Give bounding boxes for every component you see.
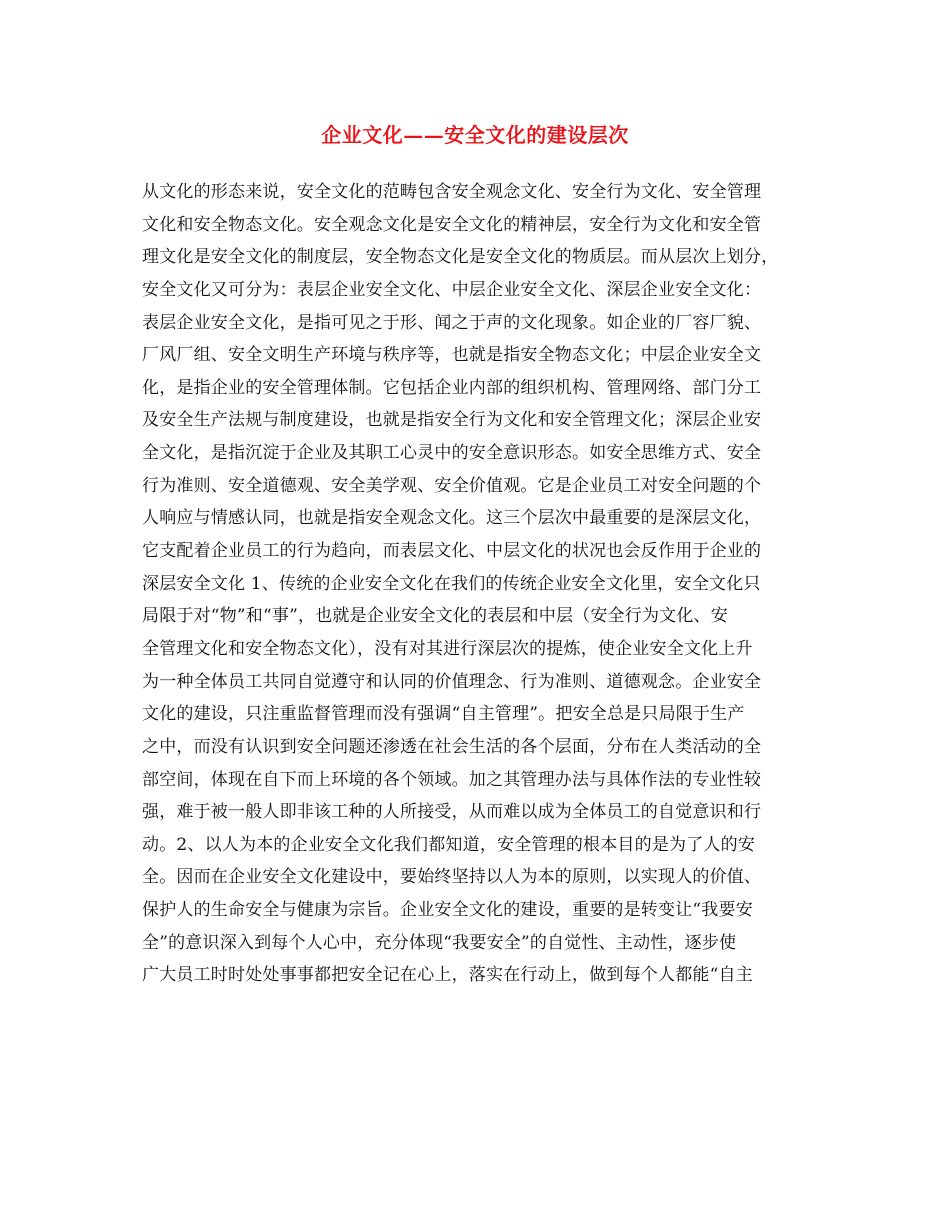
body-line: 动。2、以人为本的企业安全文化我们都知道，安全管理的根本目的是为了人的安 bbox=[142, 834, 756, 855]
body-line: 之中，而没有认识到安全问题还渗透在社会生活的各个层面，分布在人类活动的全 bbox=[142, 736, 762, 757]
body-line: 人响应与情感认同，也就是指安全观念文化。这三个层次中最重要的是深层文化， bbox=[142, 508, 762, 529]
body-line: 部空间，体现在自下而上环境的各个领域。加之其管理办法与具体作法的专业性较 bbox=[142, 769, 762, 790]
body-line: 全。因而在企业安全文化建设中，要始终坚持以人为本的原则，以实现人的价值、 bbox=[142, 867, 762, 888]
document-body bbox=[142, 176, 822, 992]
body-line: 安全文化又可分为：表层企业安全文化、中层企业安全文化、深层企业安全文化： bbox=[142, 279, 762, 300]
body-line: 及安全生产法规与制度建设，也就是指安全行为文化和安全管理文化；深层企业安 bbox=[142, 410, 762, 431]
body-line: 表层企业安全文化，是指可见之于形、闻之于声的文化现象。如企业的厂容厂貌、 bbox=[142, 312, 762, 333]
body-line: 强，难于被一般人即非该工种的人所接受，从而难以成为全体员工的自觉意识和行 bbox=[142, 802, 762, 823]
body-line: 厂风厂组、安全文明生产环境与秩序等，也就是指安全物态文化；中层企业安全文 bbox=[142, 345, 762, 366]
body-line: 深层安全文化 1、传统的企业安全文化在我们的传统企业安全文化里，安全文化只 bbox=[142, 573, 761, 594]
body-line: 理文化是安全文化的制度层，安全物态文化是安全文化的物质层。而从层次上划分， bbox=[142, 247, 779, 268]
body-line: 局限于对“物”和“事”，也就是企业安全文化的表层和中层（安全行为文化、安 bbox=[142, 606, 728, 627]
body-line: 文化的建设，只注重监督管理而没有强调“自主管理”。把安全总是只局限于生产 bbox=[142, 704, 745, 725]
body-line: 为一种全体员工共同自觉遵守和认同的价值理念、行为准则、道德观念。企业安全 bbox=[142, 671, 762, 692]
body-line: 广大员工时时处处事事都把安全记在心上，落实在行动上，做到每个人都能“自主 bbox=[142, 965, 753, 986]
body-line: 保护人的生命安全与健康为宗旨。企业安全文化的建设，重要的是转变让“我要安 bbox=[142, 900, 753, 921]
body-line: 文化和安全物态文化。安全观念文化是安全文化的精神层，安全行为文化和安全管 bbox=[142, 214, 762, 235]
body-line: 全文化，是指沉淀于企业及其职工心灵中的安全意识形态。如安全思维方式、安全 bbox=[142, 443, 762, 464]
document-title: 企业文化——安全文化的建设层次 bbox=[321, 123, 629, 147]
body-line: 从文化的形态来说，安全文化的范畴包含安全观念文化、安全行为文化、安全管理 bbox=[142, 182, 762, 202]
body-line: 全”的意识深入到每个人心中，充分体现“我要安全”的自觉性、主动性，逐步使 bbox=[142, 932, 737, 953]
body-line: 全管理文化和安全物态文化），没有对其进行深层次的提炼，使企业安全文化上升 bbox=[142, 638, 753, 659]
body-line: 行为准则、安全道德观、安全美学观、安全价值观。它是企业员工对安全问题的个 bbox=[142, 475, 762, 496]
body-line: 它支配着企业员工的行为趋向，而表层文化、中层文化的状况也会反作用于企业的 bbox=[142, 541, 762, 562]
body-line: 化，是指企业的安全管理体制。它包括企业内部的组织机构、管理网络、部门分工 bbox=[142, 377, 762, 398]
